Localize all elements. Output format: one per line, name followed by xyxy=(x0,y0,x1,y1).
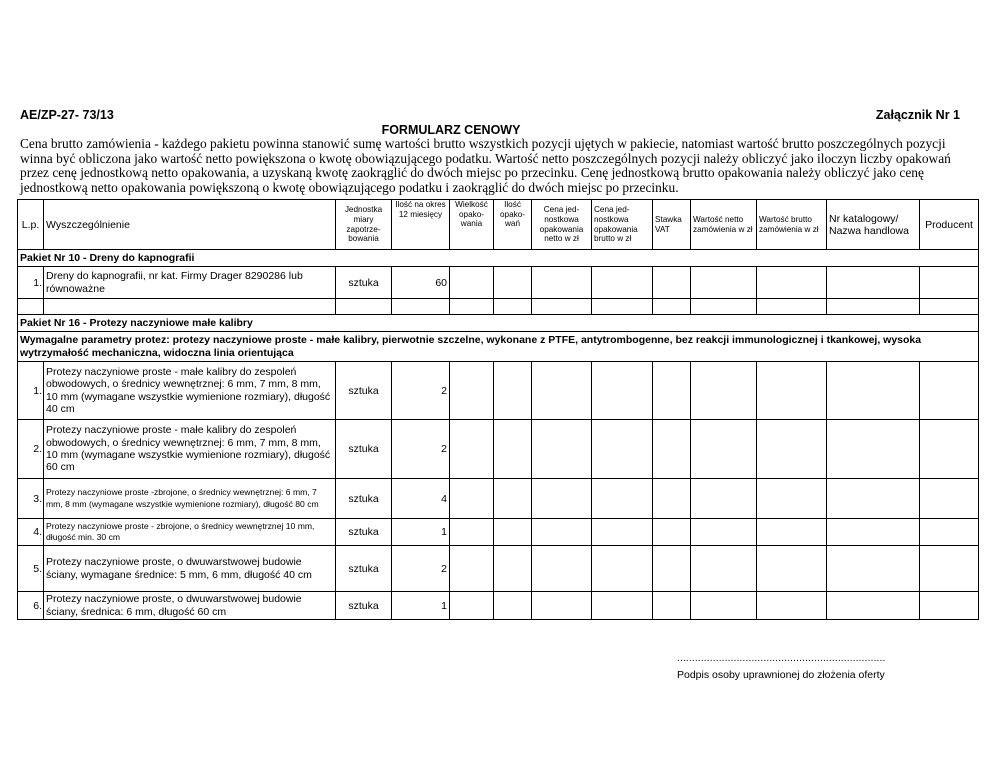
row-qty: 2 xyxy=(392,362,450,420)
cell-catalog[interactable] xyxy=(827,546,920,592)
cell-vat[interactable] xyxy=(653,362,691,420)
col-header-pack-count: Ilość opako-wań xyxy=(494,200,532,250)
row-unit: sztuka xyxy=(336,362,392,420)
cell-net-value[interactable] xyxy=(691,420,757,479)
col-header-gross-value: Wartość brutto zamówienia w zł xyxy=(757,200,827,250)
annex-number: Załącznik Nr 1 xyxy=(875,108,960,122)
row-name: Dreny do kapnografii, nr kat. Firmy Drager 8290286 lub równoważne xyxy=(44,267,336,299)
row-lp: 1. xyxy=(18,267,44,299)
col-header-qty: Ilość na okres 12 miesięcy xyxy=(392,200,450,250)
cell-producer[interactable] xyxy=(920,592,979,620)
cell-net-value[interactable] xyxy=(691,519,757,546)
cell-producer[interactable] xyxy=(920,420,979,479)
intro-paragraph: Cena brutto zamówienia - każdego pakietu powinna stanowić sumę wartości brutto wszystkich pozycji ujętych w pakiecie, natomiast wartość brutto poszczególnych pozycji winna być obliczona jako wartość netto powiększona o kwotę obowiązującego podatku. Wartość netto poszczególnych pozycji należy obliczyć jako iloczyn liczby opakowań przez cenę jednostkową netto opakowania, a uzyskaną kwotę zaokrąglić do dwóch miejsc po przecinku. Cenę jednostkową brutto opakowania należy obliczyć jako cenę jednostkową netto opakowania powiększoną o kwotę obowiązującego podatku i zaokrąglić do dwóch miejsc po przecinku. xyxy=(20,136,951,195)
col-header-lp: L.p. xyxy=(18,200,44,250)
cell-catalog[interactable] xyxy=(827,479,920,519)
cell-gross-value[interactable] xyxy=(757,267,827,299)
row-name: Protezy naczyniowe proste - małe kalibry do zespoleń obwodowych, o średnicy wewnętrznej: 6 mm, 7 mm, 8 mm, 10 mm (wymagane wszystkie wymienione rozmiary), długość 40 cm xyxy=(44,362,336,420)
cell-pack-count[interactable] xyxy=(494,267,532,299)
row-unit: sztuka xyxy=(336,479,392,519)
col-header-name: Wyszczególnienie xyxy=(44,200,336,250)
cell-unit-net[interactable] xyxy=(532,362,592,420)
cell-net-value[interactable] xyxy=(691,546,757,592)
cell-vat[interactable] xyxy=(653,546,691,592)
cell-gross-value[interactable] xyxy=(757,592,827,620)
col-header-catalog: Nr katalogowy/ Nazwa handlowa xyxy=(827,200,920,250)
document-code: AE/ZP-27- 73/13 xyxy=(20,108,114,122)
row-name: Protezy naczyniowe proste, o dwuwarstwowej budowie ściany, wymagane średnice: 5 mm, 6 mm, długość 40 cm xyxy=(44,546,336,592)
table-row xyxy=(18,592,979,620)
table-row-empty xyxy=(18,299,979,315)
row-name: Protezy naczyniowe proste -zbrojone, o średnicy wewnętrznej: 6 mm, 7 mm, 8 mm (wymagane wszystkie wymienione rozmiary), długość 80 cm xyxy=(44,479,336,519)
row-lp: 3. xyxy=(18,479,44,519)
cell-pack-size[interactable] xyxy=(450,479,494,519)
pakiet-10-title: Pakiet Nr 10 - Dreny do kapnografii xyxy=(18,250,979,267)
price-table xyxy=(17,199,979,620)
cell-unit-gross[interactable] xyxy=(592,546,653,592)
cell-unit-net[interactable] xyxy=(532,420,592,479)
row-unit: sztuka xyxy=(336,420,392,479)
table-header-row xyxy=(18,200,979,250)
pakiet-10-title-row xyxy=(18,250,979,267)
cell-unit-net[interactable] xyxy=(532,592,592,620)
row-unit: sztuka xyxy=(336,546,392,592)
cell-pack-count[interactable] xyxy=(494,546,532,592)
row-unit: sztuka xyxy=(336,519,392,546)
cell-vat[interactable] xyxy=(653,267,691,299)
row-unit: sztuka xyxy=(336,267,392,299)
cell-producer[interactable] xyxy=(920,546,979,592)
cell-pack-size[interactable] xyxy=(450,362,494,420)
row-qty: 1 xyxy=(392,519,450,546)
row-lp: 6. xyxy=(18,592,44,620)
cell-unit-net[interactable] xyxy=(532,479,592,519)
row-lp: 5. xyxy=(18,546,44,592)
signature-label: Podpis osoby uprawnionej do złożenia oferty xyxy=(677,669,885,681)
signature-line: ...................................................................... xyxy=(677,653,886,664)
cell-gross-value[interactable] xyxy=(757,479,827,519)
cell-producer[interactable] xyxy=(920,519,979,546)
pakiet-16-params: Wymagalne parametry protez: protezy naczyniowe proste - małe kalibry, pierwotnie szczelne, wykonane z PTFE, antytrombogenne, bez reakcji immunologicznej i tkankowej, wysoka wytrzymałość mechaniczna, widoczna linia orientująca xyxy=(18,332,979,362)
col-header-producer: Producent xyxy=(920,200,979,250)
cell-catalog[interactable] xyxy=(827,267,920,299)
row-name: Protezy naczyniowe proste - małe kalibry do zespoleń obwodowych, o średnicy wewnętrznej: 6 mm, 7 mm, 8 mm, 10 mm (wymagane wszystkie wymienione rozmiary), długość 60 cm xyxy=(44,420,336,479)
cell-net-value[interactable] xyxy=(691,267,757,299)
row-qty: 4 xyxy=(392,479,450,519)
row-qty: 1 xyxy=(392,592,450,620)
cell-net-value[interactable] xyxy=(691,362,757,420)
cell-pack-count[interactable] xyxy=(494,592,532,620)
table-row xyxy=(18,362,979,420)
row-lp: 1. xyxy=(18,362,44,420)
table-row xyxy=(18,546,979,592)
cell-pack-size[interactable] xyxy=(450,592,494,620)
cell-vat[interactable] xyxy=(653,519,691,546)
row-qty: 60 xyxy=(392,267,450,299)
table-row xyxy=(18,267,979,299)
pakiet-16-params-row xyxy=(18,332,979,362)
row-qty: 2 xyxy=(392,420,450,479)
cell-catalog[interactable] xyxy=(827,519,920,546)
cell-unit-gross[interactable] xyxy=(592,479,653,519)
cell-pack-count[interactable] xyxy=(494,362,532,420)
table-row xyxy=(18,519,979,546)
cell-net-value[interactable] xyxy=(691,592,757,620)
row-name: Protezy naczyniowe proste - zbrojone, o średnicy wewnętrznej 10 mm, długość min. 30 cm xyxy=(44,519,336,546)
cell-vat[interactable] xyxy=(653,592,691,620)
cell-gross-value[interactable] xyxy=(757,519,827,546)
cell-producer[interactable] xyxy=(920,479,979,519)
cell-unit-gross[interactable] xyxy=(592,519,653,546)
cell-unit-gross[interactable] xyxy=(592,592,653,620)
col-header-unit-net: Cena jed-nostkowa opakowania netto w zł xyxy=(532,200,592,250)
cell-pack-size[interactable] xyxy=(450,267,494,299)
cell-pack-size[interactable] xyxy=(450,546,494,592)
cell-vat[interactable] xyxy=(653,420,691,479)
cell-producer[interactable] xyxy=(920,362,979,420)
cell-vat[interactable] xyxy=(653,479,691,519)
col-header-unit-gross: Cena jed-nostkowa opakowania brutto w zł xyxy=(592,200,653,250)
cell-pack-size[interactable] xyxy=(450,519,494,546)
cell-catalog[interactable] xyxy=(827,362,920,420)
cell-pack-count[interactable] xyxy=(494,519,532,546)
col-header-vat: Stawka VAT xyxy=(653,200,691,250)
cell-unit-gross[interactable] xyxy=(592,362,653,420)
row-lp: 2. xyxy=(18,420,44,479)
cell-unit-gross[interactable] xyxy=(592,267,653,299)
table-row xyxy=(18,420,979,479)
cell-unit-net[interactable] xyxy=(532,267,592,299)
row-qty: 2 xyxy=(392,546,450,592)
cell-catalog[interactable] xyxy=(827,420,920,479)
cell-net-value[interactable] xyxy=(691,479,757,519)
col-header-unit: Jednostka miary zapotrze-bowania xyxy=(336,200,392,250)
row-lp: 4. xyxy=(18,519,44,546)
cell-unit-net[interactable] xyxy=(532,519,592,546)
cell-pack-count[interactable] xyxy=(494,479,532,519)
cell-gross-value[interactable] xyxy=(757,362,827,420)
cell-pack-count[interactable] xyxy=(494,420,532,479)
pakiet-16-title: Pakiet Nr 16 - Protezy naczyniowe małe kalibry xyxy=(18,315,979,332)
col-header-pack-size: Wielkość opako-wania xyxy=(450,200,494,250)
cell-pack-size[interactable] xyxy=(450,420,494,479)
cell-producer[interactable] xyxy=(920,267,979,299)
cell-gross-value[interactable] xyxy=(757,546,827,592)
pakiet-16-title-row xyxy=(18,315,979,332)
table-row xyxy=(18,479,979,519)
cell-catalog[interactable] xyxy=(827,592,920,620)
cell-gross-value[interactable] xyxy=(757,420,827,479)
cell-unit-gross[interactable] xyxy=(592,420,653,479)
row-unit: sztuka xyxy=(336,592,392,620)
row-name: Protezy naczyniowe proste, o dwuwarstwowej budowie ściany, średnica: 6 mm, długość 60 cm xyxy=(44,592,336,620)
form-title: FORMULARZ CENOWY xyxy=(381,123,521,137)
cell-unit-net[interactable] xyxy=(532,546,592,592)
col-header-net-value: Wartość netto zamówienia w zł xyxy=(691,200,757,250)
